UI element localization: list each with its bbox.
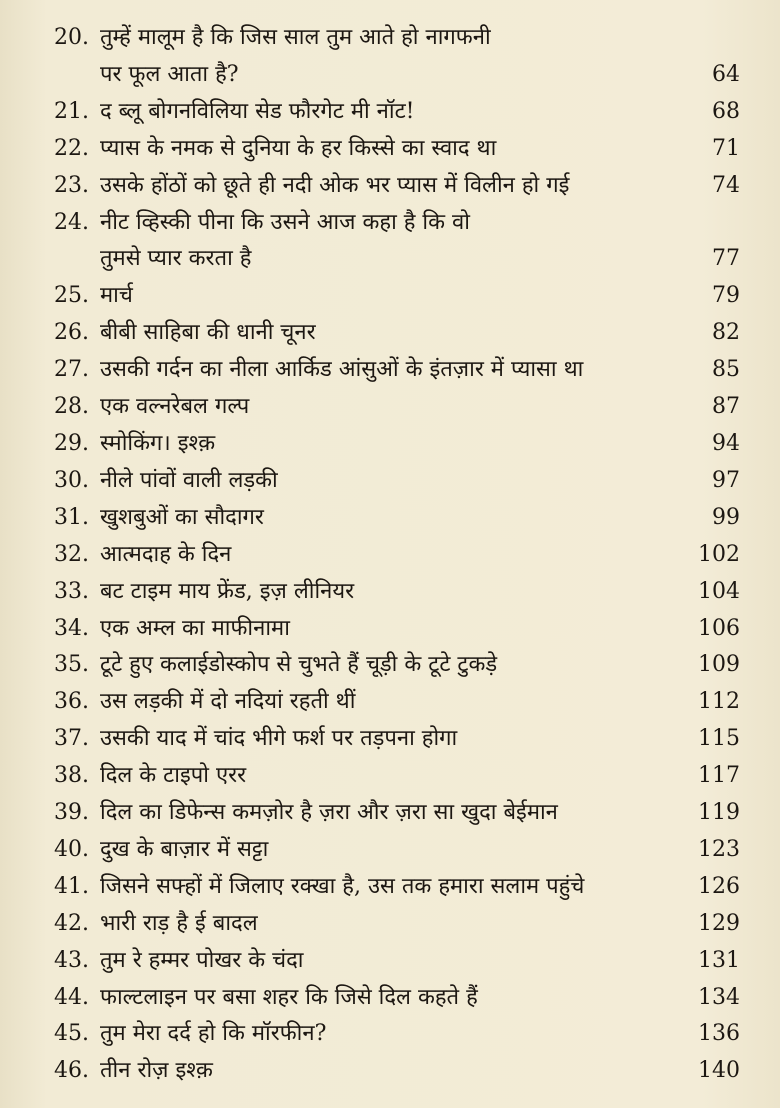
entry-body [94, 1053, 740, 1090]
entry-number: 36. [54, 689, 89, 715]
entry-title: नीट व्हिस्की पीना कि उसने आज कहा है कि वो [100, 209, 470, 235]
entry-body [94, 832, 740, 869]
entry-body [94, 168, 740, 205]
entry-number: 42. [54, 910, 89, 936]
toc-entry [54, 131, 740, 168]
entry-number: 32. [54, 541, 89, 567]
entry-title: खुशबुओं का सौदागर [100, 504, 264, 530]
entry-line [94, 611, 740, 648]
entry-page-number: 136 [698, 1021, 740, 1047]
toc-entry [54, 278, 740, 315]
entry-title: बीबी साहिबा की धानी चूनर [100, 320, 316, 346]
entry-page-number: 126 [698, 873, 740, 899]
entry-page-number: 79 [712, 283, 740, 309]
toc-entry [54, 426, 740, 463]
entry-line [94, 943, 740, 980]
entry-title: एक वल्नरेबल गल्प [100, 394, 250, 420]
entry-body [94, 795, 740, 832]
entry-page-number: 77 [712, 246, 740, 272]
entry-body [94, 205, 740, 279]
entry-line [94, 500, 740, 537]
toc-entry [54, 574, 740, 611]
entry-number: 31. [54, 504, 89, 530]
toc-entry [54, 795, 740, 832]
entry-line [94, 278, 740, 315]
entry-title: तुम रे हम्मर पोखर के चंदा [100, 947, 304, 973]
entry-number: 26. [54, 320, 89, 346]
entry-number: 29. [54, 430, 89, 456]
entry-title: उस लड़की में दो नदियां रहती थीं [100, 689, 356, 715]
entry-body [94, 684, 740, 721]
entry-body [94, 647, 740, 684]
entry-line [94, 795, 740, 832]
entry-body [94, 389, 740, 426]
entry-number: 39. [54, 800, 89, 826]
entry-line [94, 20, 740, 57]
toc-entry [54, 205, 740, 279]
entry-title: नीले पांवों वाली लड़की [100, 467, 278, 493]
entry-line [94, 57, 740, 94]
entry-line [94, 980, 740, 1017]
entry-page-number: 74 [712, 172, 740, 198]
toc-entry [54, 721, 740, 758]
entry-title: मार्च [100, 283, 133, 309]
entry-title: तीन रोज़ इश्क़ [100, 1058, 213, 1084]
entry-page-number: 115 [698, 726, 740, 752]
entry-line [94, 1053, 740, 1090]
entry-page-number: 87 [712, 394, 740, 420]
entry-number: 40. [54, 836, 89, 862]
entry-number: 24. [54, 209, 89, 235]
entry-body [94, 537, 740, 574]
toc-entry [54, 832, 740, 869]
entry-number: 44. [54, 984, 89, 1010]
entry-page-number: 68 [712, 98, 740, 124]
entry-page-number: 131 [698, 947, 740, 973]
toc-entry [54, 168, 740, 205]
entry-number: 23. [54, 172, 89, 198]
toc-entry [54, 980, 740, 1017]
entry-line [94, 1016, 740, 1053]
entry-title: स्मोकिंग। इश्क़ [100, 430, 216, 456]
entry-page-number: 109 [698, 652, 740, 678]
entry-number: 25. [54, 283, 89, 309]
entry-title: उसकी गर्दन का नीला आर्किड आंसुओं के इंतज़ार में प्यासा था [100, 357, 584, 383]
entry-page-number: 85 [712, 357, 740, 383]
entry-line [94, 537, 740, 574]
entry-page-number: 123 [698, 836, 740, 862]
entry-page-number: 102 [698, 541, 740, 567]
entry-page-number: 112 [698, 689, 740, 715]
entry-number: 41. [54, 873, 89, 899]
entry-line [94, 426, 740, 463]
entry-number: 43. [54, 947, 89, 973]
toc-entry [54, 463, 740, 500]
entry-page-number: 117 [698, 763, 740, 789]
entry-body [94, 906, 740, 943]
entry-body [94, 20, 740, 94]
entry-number: 34. [54, 615, 89, 641]
entry-body [94, 758, 740, 795]
toc-entry [54, 1053, 740, 1090]
entry-page-number: 97 [712, 467, 740, 493]
entry-body [94, 315, 740, 352]
entry-number: 22. [54, 135, 89, 161]
toc-entry [54, 1016, 740, 1053]
entry-body [94, 463, 740, 500]
entry-number: 37. [54, 726, 89, 752]
entry-title: द ब्लू बोगनविलिया सेड फौरगेट मी नॉट! [100, 98, 415, 124]
entry-line [94, 315, 740, 352]
entry-body [94, 869, 740, 906]
entry-number: 27. [54, 357, 89, 383]
entry-body [94, 426, 740, 463]
entry-page-number: 82 [712, 320, 740, 346]
entry-body [94, 1016, 740, 1053]
entry-title: एक अम्ल का माफीनामा [100, 615, 290, 641]
entry-page-number: 104 [698, 578, 740, 604]
entry-number: 28. [54, 394, 89, 420]
entry-line [94, 906, 740, 943]
entry-body [94, 278, 740, 315]
entry-line [94, 463, 740, 500]
entry-page-number: 134 [698, 984, 740, 1010]
entry-title: तुमसे प्यार करता है [100, 246, 252, 272]
entry-number: 45. [54, 1021, 89, 1047]
toc-entry [54, 943, 740, 980]
entry-number: 21. [54, 98, 89, 124]
entry-body [94, 943, 740, 980]
entry-title: उसकी याद में चांद भीगे फर्श पर तड़पना होगा [100, 726, 458, 752]
entry-body [94, 611, 740, 648]
toc-entry [54, 94, 740, 131]
entry-page-number: 106 [698, 615, 740, 641]
entry-number: 35. [54, 652, 89, 678]
entry-line [94, 758, 740, 795]
entry-body [94, 94, 740, 131]
entry-number: 20. [54, 25, 89, 50]
entry-line [94, 241, 740, 278]
entry-number: 46. [54, 1058, 89, 1084]
toc-entry [54, 869, 740, 906]
table-of-contents [54, 20, 740, 1090]
entry-title: तुम्हें मालूम है कि जिस साल तुम आते हो नागफनी [100, 25, 491, 50]
entry-line [94, 352, 740, 389]
entry-page-number: 140 [698, 1058, 740, 1084]
entry-body [94, 574, 740, 611]
entry-title: जिसने सफ्हों में जिलाए रक्खा है, उस तक हमारा सलाम पहुंचे [100, 873, 585, 899]
entry-number: 30. [54, 467, 89, 493]
entry-body [94, 980, 740, 1017]
entry-title: प्यास के नमक से दुनिया के हर किस्से का स्वाद था [100, 135, 497, 161]
entry-title: भारी राड़ है ई बादल [100, 910, 258, 936]
entry-title: पर फूल आता है? [100, 61, 239, 87]
entry-title: तुम मेरा दर्द हो कि मॉरफीन? [100, 1021, 327, 1047]
toc-entry [54, 352, 740, 389]
entry-title: दिल का डिफेन्स कमज़ोर है ज़रा और ज़रा सा खुदा बेईमान [100, 800, 558, 826]
entry-line [94, 647, 740, 684]
entry-number: 33. [54, 578, 89, 604]
toc-entry [54, 647, 740, 684]
toc-entry [54, 389, 740, 426]
entry-line [94, 131, 740, 168]
entry-line [94, 168, 740, 205]
entry-line [94, 389, 740, 426]
entry-title: टूटे हुए कलाईडोस्कोप से चुभते हैं चूड़ी के टूटे टुकड़े [100, 652, 498, 678]
toc-entry [54, 758, 740, 795]
entry-line [94, 684, 740, 721]
entry-title: आत्मदाह के दिन [100, 541, 232, 567]
entry-page-number: 71 [712, 135, 740, 161]
entry-title: दिल के टाइपो एरर [100, 763, 247, 789]
entry-line [94, 574, 740, 611]
entry-page-number: 94 [712, 430, 740, 456]
entry-page-number: 129 [698, 910, 740, 936]
entry-body [94, 721, 740, 758]
toc-entry [54, 20, 740, 94]
toc-entry [54, 500, 740, 537]
entry-body [94, 352, 740, 389]
entry-line [94, 832, 740, 869]
toc-entry [54, 906, 740, 943]
entry-line [94, 205, 740, 242]
entry-line [94, 869, 740, 906]
entry-page-number: 64 [712, 61, 740, 87]
entry-page-number: 99 [712, 504, 740, 530]
entry-line [94, 94, 740, 131]
entry-title: फाल्टलाइन पर बसा शहर कि जिसे दिल कहते हैं [100, 984, 478, 1010]
entry-title: उसके होंठों को छूते ही नदी ओक भर प्यास में विलीन हो गई [100, 172, 570, 198]
toc-entry [54, 611, 740, 648]
entry-page-number: 119 [698, 800, 740, 826]
toc-entry [54, 684, 740, 721]
entry-title: बट टाइम माय फ्रेंड, इज़ लीनियर [100, 578, 355, 604]
entry-body [94, 131, 740, 168]
entry-body [94, 500, 740, 537]
entry-line [94, 721, 740, 758]
entry-title: दुख के बाज़ार में सट्टा [100, 836, 269, 862]
toc-entry [54, 537, 740, 574]
toc-entry [54, 315, 740, 352]
entry-number: 38. [54, 763, 89, 789]
